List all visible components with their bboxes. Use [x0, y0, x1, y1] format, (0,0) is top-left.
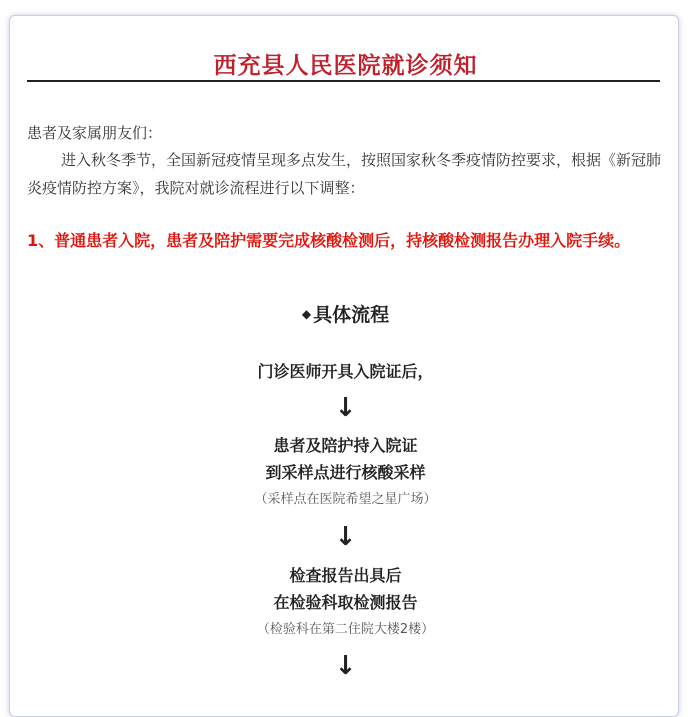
- page-title: 西充县人民医院就诊须知: [213, 53, 478, 79]
- flow-heading: [0, 300, 691, 327]
- intro-paragraph: 进入秋冬季节，全国新冠疫情呈现多点发生，按照国家秋冬季疫情防控要求，根据《新冠肺炎疫情防控方案》，我院对就诊流程进行以下调整：: [27, 151, 662, 197]
- title-divider: [27, 80, 660, 82]
- flow-step-2-note: （采样点在医院希望之星广场）: [254, 492, 437, 507]
- flow-heading-text: 具体流程: [313, 304, 390, 326]
- flow-step-2-line-2: 到采样点进行核酸采样: [265, 463, 426, 482]
- flow-step-3-note: （检验科在第二住院大楼2楼）: [256, 622, 435, 637]
- down-arrow-icon: ↓: [334, 651, 357, 681]
- down-arrow-icon: ↓: [334, 522, 357, 552]
- greeting-text: 患者及家属朋友们：: [27, 124, 163, 142]
- diamond-bullet-icon: ◆: [301, 307, 312, 321]
- down-arrow-icon: ↓: [334, 393, 357, 423]
- flow-step-3-line-1: 检查报告出具后: [289, 566, 402, 585]
- flow-step-2-line-1: 患者及陪护持入院证: [273, 436, 418, 455]
- flow-step-3-line-2: 在检验科取检测报告: [273, 593, 418, 612]
- flow-step-1: 门诊医师开具入院证后，: [257, 362, 434, 381]
- notice-item-1: 1、普通患者入院，患者及陪护需要完成核酸检测后，持核酸检测报告办理入院手续。: [27, 231, 631, 250]
